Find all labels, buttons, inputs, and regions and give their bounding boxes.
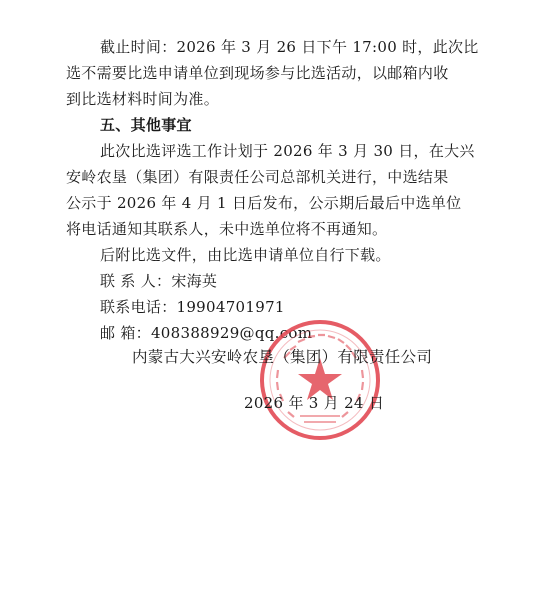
contact-phone: 联系电话：19904701971: [100, 298, 285, 316]
schedule-line-2: 安岭农垦（集团）有限责任公司总部机关进行，中选结果: [66, 168, 449, 186]
contact-email: 邮 箱：408388929@qq.com: [100, 324, 313, 342]
contact-person: 联 系 人：宋海英: [100, 272, 218, 290]
official-seal: [258, 318, 382, 442]
schedule-line-4: 将电话通知其联系人，未中选单位将不再通知。: [66, 220, 388, 238]
section-heading: 五、其他事宜: [100, 116, 192, 134]
signature-date: 2026 年 3 月 24 日: [244, 394, 385, 412]
deadline-line-2: 选不需要比选申请单位到现场参与比选活动，以邮箱内收: [66, 64, 449, 82]
schedule-line-3: 公示于 2026 年 4 月 1 日后发布，公示期后最后中选单位: [66, 194, 462, 212]
schedule-line-1: 此次比选评选工作计划于 2026 年 3 月 30 日，在大兴: [100, 142, 475, 160]
seal-graphic: [262, 322, 378, 438]
deadline-line-3: 到比选材料时间为准。: [66, 90, 220, 108]
deadline-line-1: 截止时间：2026 年 3 月 26 日下午 17:00 时，此次比: [100, 38, 479, 56]
signature-organization: 内蒙古大兴安岭农垦（集团）有限责任公司: [132, 348, 433, 366]
download-note: 后附比选文件，由比选申请单位自行下载。: [100, 246, 391, 264]
